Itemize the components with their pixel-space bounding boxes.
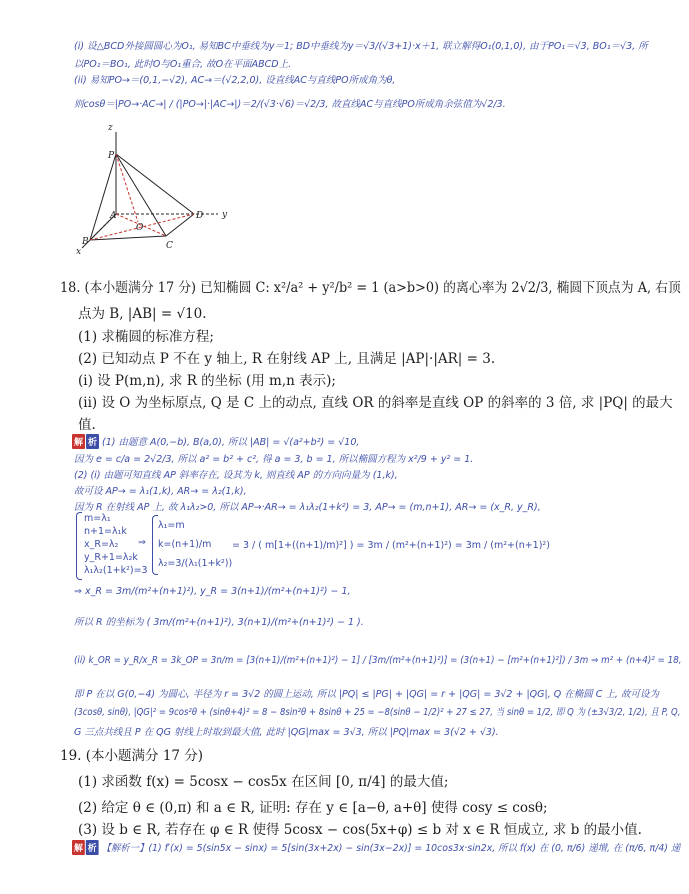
- prev-solution-line-4: 则cosθ＝|PO→·AC→| / (|PO→|·|AC→|)＝2/(√3·√6)＝√2/3, 故直线AC与直线PO所成角余弦值为√2/3.: [74, 99, 506, 110]
- sol18-line-5: 因为 R 在射线 AP 上, 故 λ₁λ₂>0, 所以 AP→·AR→ = λ₁λ₂(1+k²) = 3, AP→ = (m,n+1), AR→ = (x_R, y_R),: [74, 502, 541, 513]
- sys2-eq-2: k=(n+1)/m: [158, 539, 212, 550]
- label-A: A: [110, 211, 117, 221]
- equation-system-2: [158, 516, 232, 573]
- edge-BC: [90, 236, 166, 240]
- sys1-eq-4: y_R+1=λ₂k: [84, 552, 138, 563]
- label-O: O: [136, 223, 144, 233]
- label-y: y: [222, 210, 228, 220]
- label-P: P: [108, 151, 115, 161]
- segment-PO: [116, 154, 138, 222]
- q18-line-5: (i) 设 P(m,n), 求 R 的坐标 (用 m,n 表示);: [78, 373, 336, 389]
- sol18-equation: = 3 / ( m[1+((n+1)/m)²] ) = 3m / (m²+(n+1)²) = 3m / (m²+(n+1)²): [232, 540, 550, 551]
- edge-PD: [116, 154, 194, 214]
- solution-tag-jie-19: 解: [72, 840, 85, 855]
- label-x: x: [76, 247, 82, 257]
- label-C: C: [166, 241, 173, 251]
- sol18-line-10: (3cosθ, sinθ), |QG|² = 9cos²θ + (sinθ+4)² = 8 − 8sin²θ + 8sinθ + 25 = −8(sinθ − 1/2)² + 27 ≤ 27, 当 sinθ = 1/2, 即 Q 为 (±3√3/2, 1/2), 且 P, Q,: [74, 707, 681, 718]
- sys1-eq-3: x_R=λ₂: [84, 539, 119, 550]
- sys1-eq-5: λ₁λ₂(1+k²)=3: [84, 565, 148, 576]
- q18-line-7: 值.: [78, 417, 96, 433]
- sol18-text-1: (1) 由题意 A(0,−b), B(a,0), 所以 |AB| = √(a²+b²) = √10,: [102, 437, 360, 448]
- solution-tag-jie: 解: [72, 434, 85, 449]
- sol18-line-7: 所以 R 的坐标为 ( 3m/(m²+(n+1)²), 3(n+1)/(m²+(n+1)²) − 1 ).: [74, 617, 364, 628]
- sys1-eq-1: m=λ₁: [84, 513, 111, 524]
- q18-line-6: (ii) 设 O 为坐标原点, Q 是 C 上的动点, 直线 OR 的斜率是直线 OP 的斜率的 3 倍, 求 |PQ| 的最大: [78, 395, 673, 411]
- sys2-eq-3: λ₂=3/(λ₁(1+k²)): [158, 558, 233, 569]
- q18-line-4: (2) 已知动点 P 不在 y 轴上, R 在射线 AP 上, 且满足 |AP|·|AR| = 3.: [78, 351, 496, 367]
- q18-line-3: (1) 求椭圆的标准方程;: [78, 329, 214, 345]
- sol18-line-6: ⇒ x_R = 3m/(m²+(n+1)²), y_R = 3(n+1)/(m²+(n+1)²) − 1,: [74, 586, 351, 597]
- sol19-text: 【解析一】(1) f′(x) = 5(sin5x − sinx) = 5[sin(3x+2x) − sin(3x−2x)] = 10cos3x·sin2x, 所以 f(x) 在 (0, π/6) 递增, 在 (π/6, π/4) 递: [101, 843, 681, 854]
- q18-line-1: 18. (本小题满分 17 分) 已知椭圆 C: x²/a² + y²/b² = 1 (a>b>0) 的离心率为 2√2/3, 椭圆下顶点为 A, 右顶: [60, 280, 681, 296]
- sol18-line-11: G 三点共线且 P 在 QG 射线上时取到最大值, 此时 |QG|max = 3√3, 所以 |PQ|max = 3(√2 + √3).: [74, 727, 499, 738]
- prev-solution-line-1: (i) 设△BCD外接圆圆心为O₁, 易知BC中垂线为y＝1; BD中垂线为y＝√3/(√3+1)·x＋1, 联立解得O₁(0,1,0), 由于PO₁＝√3, BO₁＝√3, 所: [74, 41, 648, 52]
- solution-tag-xi: 析: [86, 434, 99, 449]
- q19-line-3: (2) 给定 θ ∈ (0,π) 和 a ∈ R, 证明: 存在 y ∈ [a−θ, a+θ] 使得 cosy ≤ cosθ;: [78, 800, 548, 816]
- sol18-line-2: 因为 e = c/a = 2√2/3, 所以 a² = b² + c², 得 a = 3, b = 1, 所以椭圆方程为 x²/9 + y² = 1.: [74, 454, 474, 465]
- sol18-line-9: 即 P 在以 G(0,−4) 为圆心, 半径为 r = 3√2 的圆上运动, 所以 |PQ| ≤ |PG| + |QG| = r + |QG| = 3√2 + |QG|, Q 在椭圆 C 上, 故可设为: [74, 689, 659, 700]
- sol18-line-4: 故可设 AP→ = λ₁(1,k), AR→ = λ₂(1,k),: [74, 486, 247, 497]
- q18-line-2: 点为 B, |AB| = √10.: [78, 306, 207, 322]
- q19-line-1: 19. (本小题满分 17 分): [60, 748, 204, 764]
- label-B: B: [82, 237, 89, 247]
- implies-arrow: ⇒: [138, 537, 146, 548]
- sys1-eq-2: n+1=λ₁k: [84, 526, 127, 537]
- sys2-eq-1: λ₁=m: [158, 520, 185, 531]
- sol18-line-8: (ii) k_OR = y_R/x_R = 3k_OP = 3n/m = [3(n+1)/(m²+(n+1)²) − 1] / [3m/(m²+(n+1)²)] = (3(n+1) − [m²+(n+1)²]) / 3m ⇒ m² + (n+4)² = 18,: [74, 655, 682, 666]
- pyramid-figure: [70, 118, 240, 258]
- prev-solution-line-2: 以PO₁＝BO₁, 此时O与O₁重合, 故O在平面ABCD上.: [74, 59, 292, 70]
- q19-line-2: (1) 求函数 f(x) = 5cosx − cos5x 在区间 [0, π/4] 的最大值;: [78, 774, 449, 790]
- label-z: z: [108, 123, 113, 133]
- solution-tag-xi-19: 析: [86, 840, 99, 855]
- system-brace-1: [76, 512, 82, 580]
- sol18-line-3: (2) (i) 由题可知直线 AP 斜率存在, 设其为 k, 则直线 AP 的方向向量为 (1,k),: [74, 470, 398, 481]
- prev-solution-line-3: (ii) 易知PO→＝(0,1,−√2), AC→＝(√2,2,0), 设直线AC与直线PO所成角为θ,: [74, 75, 396, 86]
- sol19-line-1: [72, 840, 680, 855]
- sol18-line-1: [72, 434, 359, 449]
- label-D: D: [196, 211, 204, 221]
- q19-line-4: (3) 设 b ∈ R, 若存在 φ ∈ R 使得 5cosx − cos(5x+φ) ≤ b 对 x ∈ R 恒成立, 求 b 的最小值.: [78, 822, 642, 838]
